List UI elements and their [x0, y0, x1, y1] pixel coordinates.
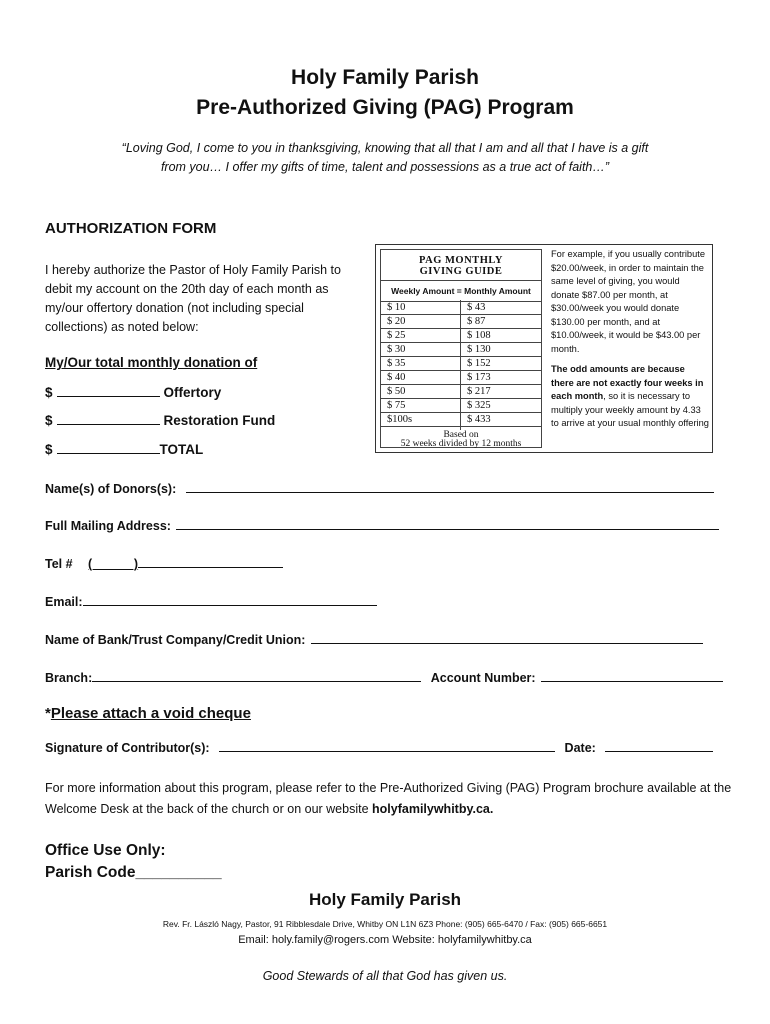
email-label: Email:: [45, 595, 83, 609]
weekly-cell: $ 30: [387, 344, 406, 355]
tel-label: Tel #: [45, 557, 73, 571]
currency-symbol: $: [45, 385, 53, 400]
signature-input-line[interactable]: [219, 739, 555, 752]
monthly-cell: $ 108: [467, 330, 491, 341]
guide-odd-amounts-rest: , so it is necessary to multiply your weekly amount by 4.33 to arrive at your usual monthly offering: [551, 391, 709, 428]
footer-parish-name: Holy Family Parish: [308, 890, 462, 909]
account-input-line[interactable]: [541, 669, 723, 682]
bank-field: [45, 631, 703, 647]
parish-title: Holy Family Parish: [291, 66, 479, 89]
restoration-fund-label: Restoration Fund: [163, 413, 276, 428]
monthly-donation-heading: My/Our total monthly donation of: [45, 355, 258, 370]
offertory-line: [45, 384, 221, 400]
weekly-cell: $ 35: [387, 358, 406, 369]
table-row: [381, 413, 541, 427]
program-title: Pre-Authorized Giving (PAG) Program: [196, 96, 574, 119]
authorization-paragraph: I hereby authorize the Pastor of Holy Family Parish to debit my account on the 20th day of each month as my/our offertory donation (not including special collections) as noted below:: [45, 263, 341, 334]
signature-date-field: [45, 739, 713, 755]
offertory-amount-field[interactable]: [57, 384, 160, 397]
tel-field: [45, 555, 283, 571]
restoration-fund-line: [45, 412, 275, 428]
guide-odd-amounts-bold: The odd amounts are because there are not exactly four weeks in each month: [551, 364, 704, 401]
weekly-cell: $100s: [387, 414, 413, 425]
email-input-line[interactable]: [83, 593, 377, 606]
weekly-cell: $ 10: [387, 302, 406, 313]
table-row: [381, 399, 541, 413]
monthly-cell: $ 130: [467, 344, 491, 355]
parish-code-field: Parish Code__________: [45, 864, 222, 881]
guide-footnote-line-2: 52 weeks divided by 12 months: [400, 439, 522, 449]
giving-guide-box: [375, 244, 713, 453]
donors-input-line[interactable]: [186, 480, 714, 493]
guide-column-header: Weekly Amount = Monthly Amount: [381, 280, 541, 302]
footer-address: Rev. Fr. László Nagy, Pastor, 91 Ribblesdale Drive, Whitby ON L1N 6Z3 Phone: (905) 665-6470 / Fax: (905) 665-6651: [162, 919, 608, 929]
weekly-cell: $ 20: [387, 316, 406, 327]
website-link[interactable]: holyfamilywhitby.ca.: [372, 802, 494, 816]
tel-area-code[interactable]: (______): [88, 557, 139, 571]
guide-footnote: [381, 431, 541, 449]
date-label: Date:: [564, 741, 596, 755]
guide-odd-amounts-text: [551, 363, 709, 431]
restoration-amount-field[interactable]: [57, 412, 160, 425]
asterisk: *: [45, 705, 51, 722]
guide-explanation: [551, 248, 709, 431]
address-label: Full Mailing Address:: [45, 519, 171, 533]
more-info-text: For more information about this program, please refer to the Pre-Authorized Giving (PAG) Program brochure available at the Welcome Desk at the back of the church or on our website: [45, 781, 732, 816]
table-row: [381, 315, 541, 329]
donors-field: [45, 480, 714, 496]
total-amount-field[interactable]: [57, 441, 160, 454]
guide-title: [381, 255, 541, 277]
monthly-cell: $ 433: [467, 414, 491, 425]
tel-input-line[interactable]: [138, 555, 283, 568]
branch-account-field: [45, 669, 723, 685]
total-line: [45, 441, 203, 457]
bank-label: Name of Bank/Trust Company/Credit Union:: [45, 633, 306, 647]
more-info-paragraph: [45, 778, 735, 820]
signature-label: Signature of Contributor(s):: [45, 741, 210, 755]
table-row: [381, 385, 541, 399]
total-label: TOTAL: [159, 442, 204, 457]
weekly-cell: $ 40: [387, 372, 406, 383]
date-input-line[interactable]: [605, 739, 713, 752]
branch-input-line[interactable]: [92, 669, 421, 682]
table-row: [381, 329, 541, 343]
giving-guide-table: [380, 249, 542, 448]
monthly-cell: $ 152: [467, 358, 491, 369]
guide-title-line-1: PAG MONTHLY: [419, 255, 503, 266]
void-cheque-text: Please attach a void cheque: [50, 705, 251, 722]
table-row: [381, 343, 541, 357]
email-field: [45, 593, 377, 609]
weekly-cell: $ 75: [387, 400, 406, 411]
weekly-cell: $ 50: [387, 386, 406, 397]
account-label: Account Number:: [430, 671, 536, 685]
monthly-cell: $ 173: [467, 372, 491, 383]
guide-example-text: For example, if you usually contribute $20.00/week, in order to maintain the same level of giving, you would donate $87.00 per month, at $30.00/week you would donate $130.00 per month, and at $10.00/week, it would be $43.00 per month.: [551, 249, 705, 354]
monthly-cell: $ 217: [467, 386, 491, 397]
footer-motto: Good Stewards of all that God has given us.: [262, 969, 508, 983]
quote-line-2: from you… I offer my gifts of time, talent and possessions as a true act of faith…”: [160, 160, 610, 174]
guide-footnote-line-1: Based on: [443, 430, 479, 440]
address-field: [45, 517, 719, 533]
table-row: [381, 357, 541, 371]
table-row: [381, 371, 541, 385]
table-row: [381, 301, 541, 315]
office-use-heading: Office Use Only:: [45, 842, 166, 859]
guide-title-line-2: GIVING GUIDE: [419, 266, 503, 277]
void-cheque-note: [45, 705, 251, 722]
offertory-label: Offertory: [163, 385, 222, 400]
donors-label: Name(s) of Donors(s):: [45, 482, 177, 496]
currency-symbol: $: [45, 442, 53, 457]
authorization-heading: AUTHORIZATION FORM: [45, 220, 217, 237]
currency-symbol: $: [45, 413, 53, 428]
monthly-cell: $ 43: [467, 302, 486, 313]
monthly-cell: $ 87: [467, 316, 486, 327]
weekly-cell: $ 25: [387, 330, 406, 341]
footer-contact: Email: holy.family@rogers.com Website: holyfamilywhitby.ca: [238, 934, 532, 946]
branch-label: Branch:: [45, 671, 93, 685]
address-input-line[interactable]: [176, 517, 719, 530]
quote-line-1: “Loving God, I come to you in thanksgiving, knowing that all that I am and all that I have is a gift: [121, 141, 649, 155]
monthly-cell: $ 325: [467, 400, 491, 411]
bank-input-line[interactable]: [311, 631, 703, 644]
